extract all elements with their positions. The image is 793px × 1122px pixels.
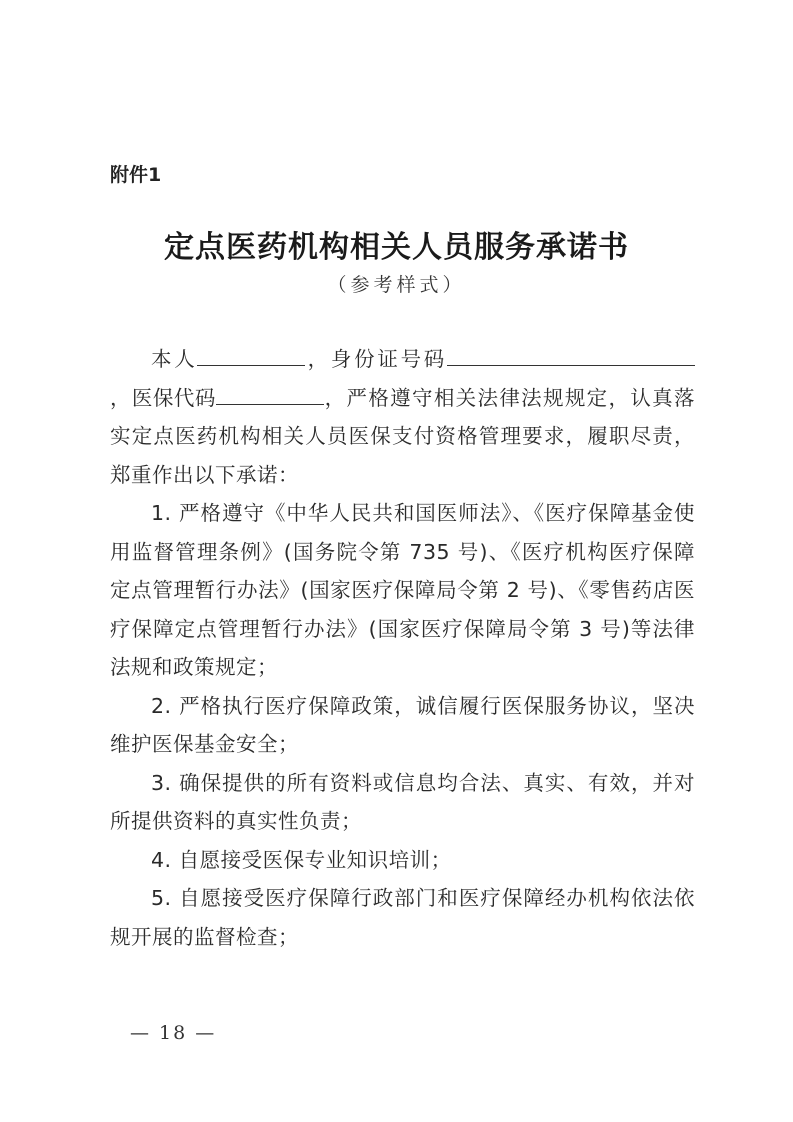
attachment-label: 附件1 bbox=[110, 164, 162, 186]
commitment-item-5: 5. 自愿接受医疗保障行政部门和医疗保障经办机构依法依规开展的监督检查； bbox=[110, 886, 695, 949]
commitment-item-2: 2. 严格执行医疗保障政策，诚信履行医保服务协议，坚决维护医保基金安全； bbox=[110, 693, 695, 756]
intro-text-id-label: ，身份证号码 bbox=[305, 347, 448, 371]
insurance-code-blank-field[interactable] bbox=[216, 384, 324, 405]
id-number-blank-field[interactable] bbox=[447, 345, 695, 366]
intro-text-name-label: 本人 bbox=[151, 347, 198, 371]
page-number: — 18 — bbox=[130, 1022, 217, 1044]
intro-paragraph bbox=[110, 340, 695, 494]
commitment-item-4: 4. 自愿接受医保专业知识培训； bbox=[151, 847, 452, 872]
intro-text-commitment: ，严格遵守相关法律法规规定，认真落实定点医药机构相关人员医保支付资格管理要求，履职尽责，郑重作出以下承诺： bbox=[110, 385, 696, 487]
intro-text-comma: ， bbox=[110, 385, 132, 410]
commitment-item-1: 1. 严格遵守《中华人民共和国医师法》、《医疗保障基金使用监督管理条例》(国务院令第 735 号)、《医疗机构医疗保障定点管理暂行办法》(国家医疗保障局令第 2 号)、《零售药店医疗保障定点管理暂行办法》(国家医疗保障局令第 3 号)等法律法规和政策规定； bbox=[110, 501, 695, 679]
document-body bbox=[110, 340, 695, 956]
document-title: 定点医药机构相关人员服务承诺书 bbox=[164, 230, 629, 265]
document-subtitle: （参考样式） bbox=[327, 274, 466, 296]
commitment-item-3: 3. 确保提供的所有资料或信息均合法、真实、有效，并对所提供资料的真实性负责； bbox=[110, 770, 695, 833]
intro-text-code-label: 医保代码 bbox=[131, 385, 216, 410]
name-blank-field[interactable] bbox=[197, 345, 305, 366]
